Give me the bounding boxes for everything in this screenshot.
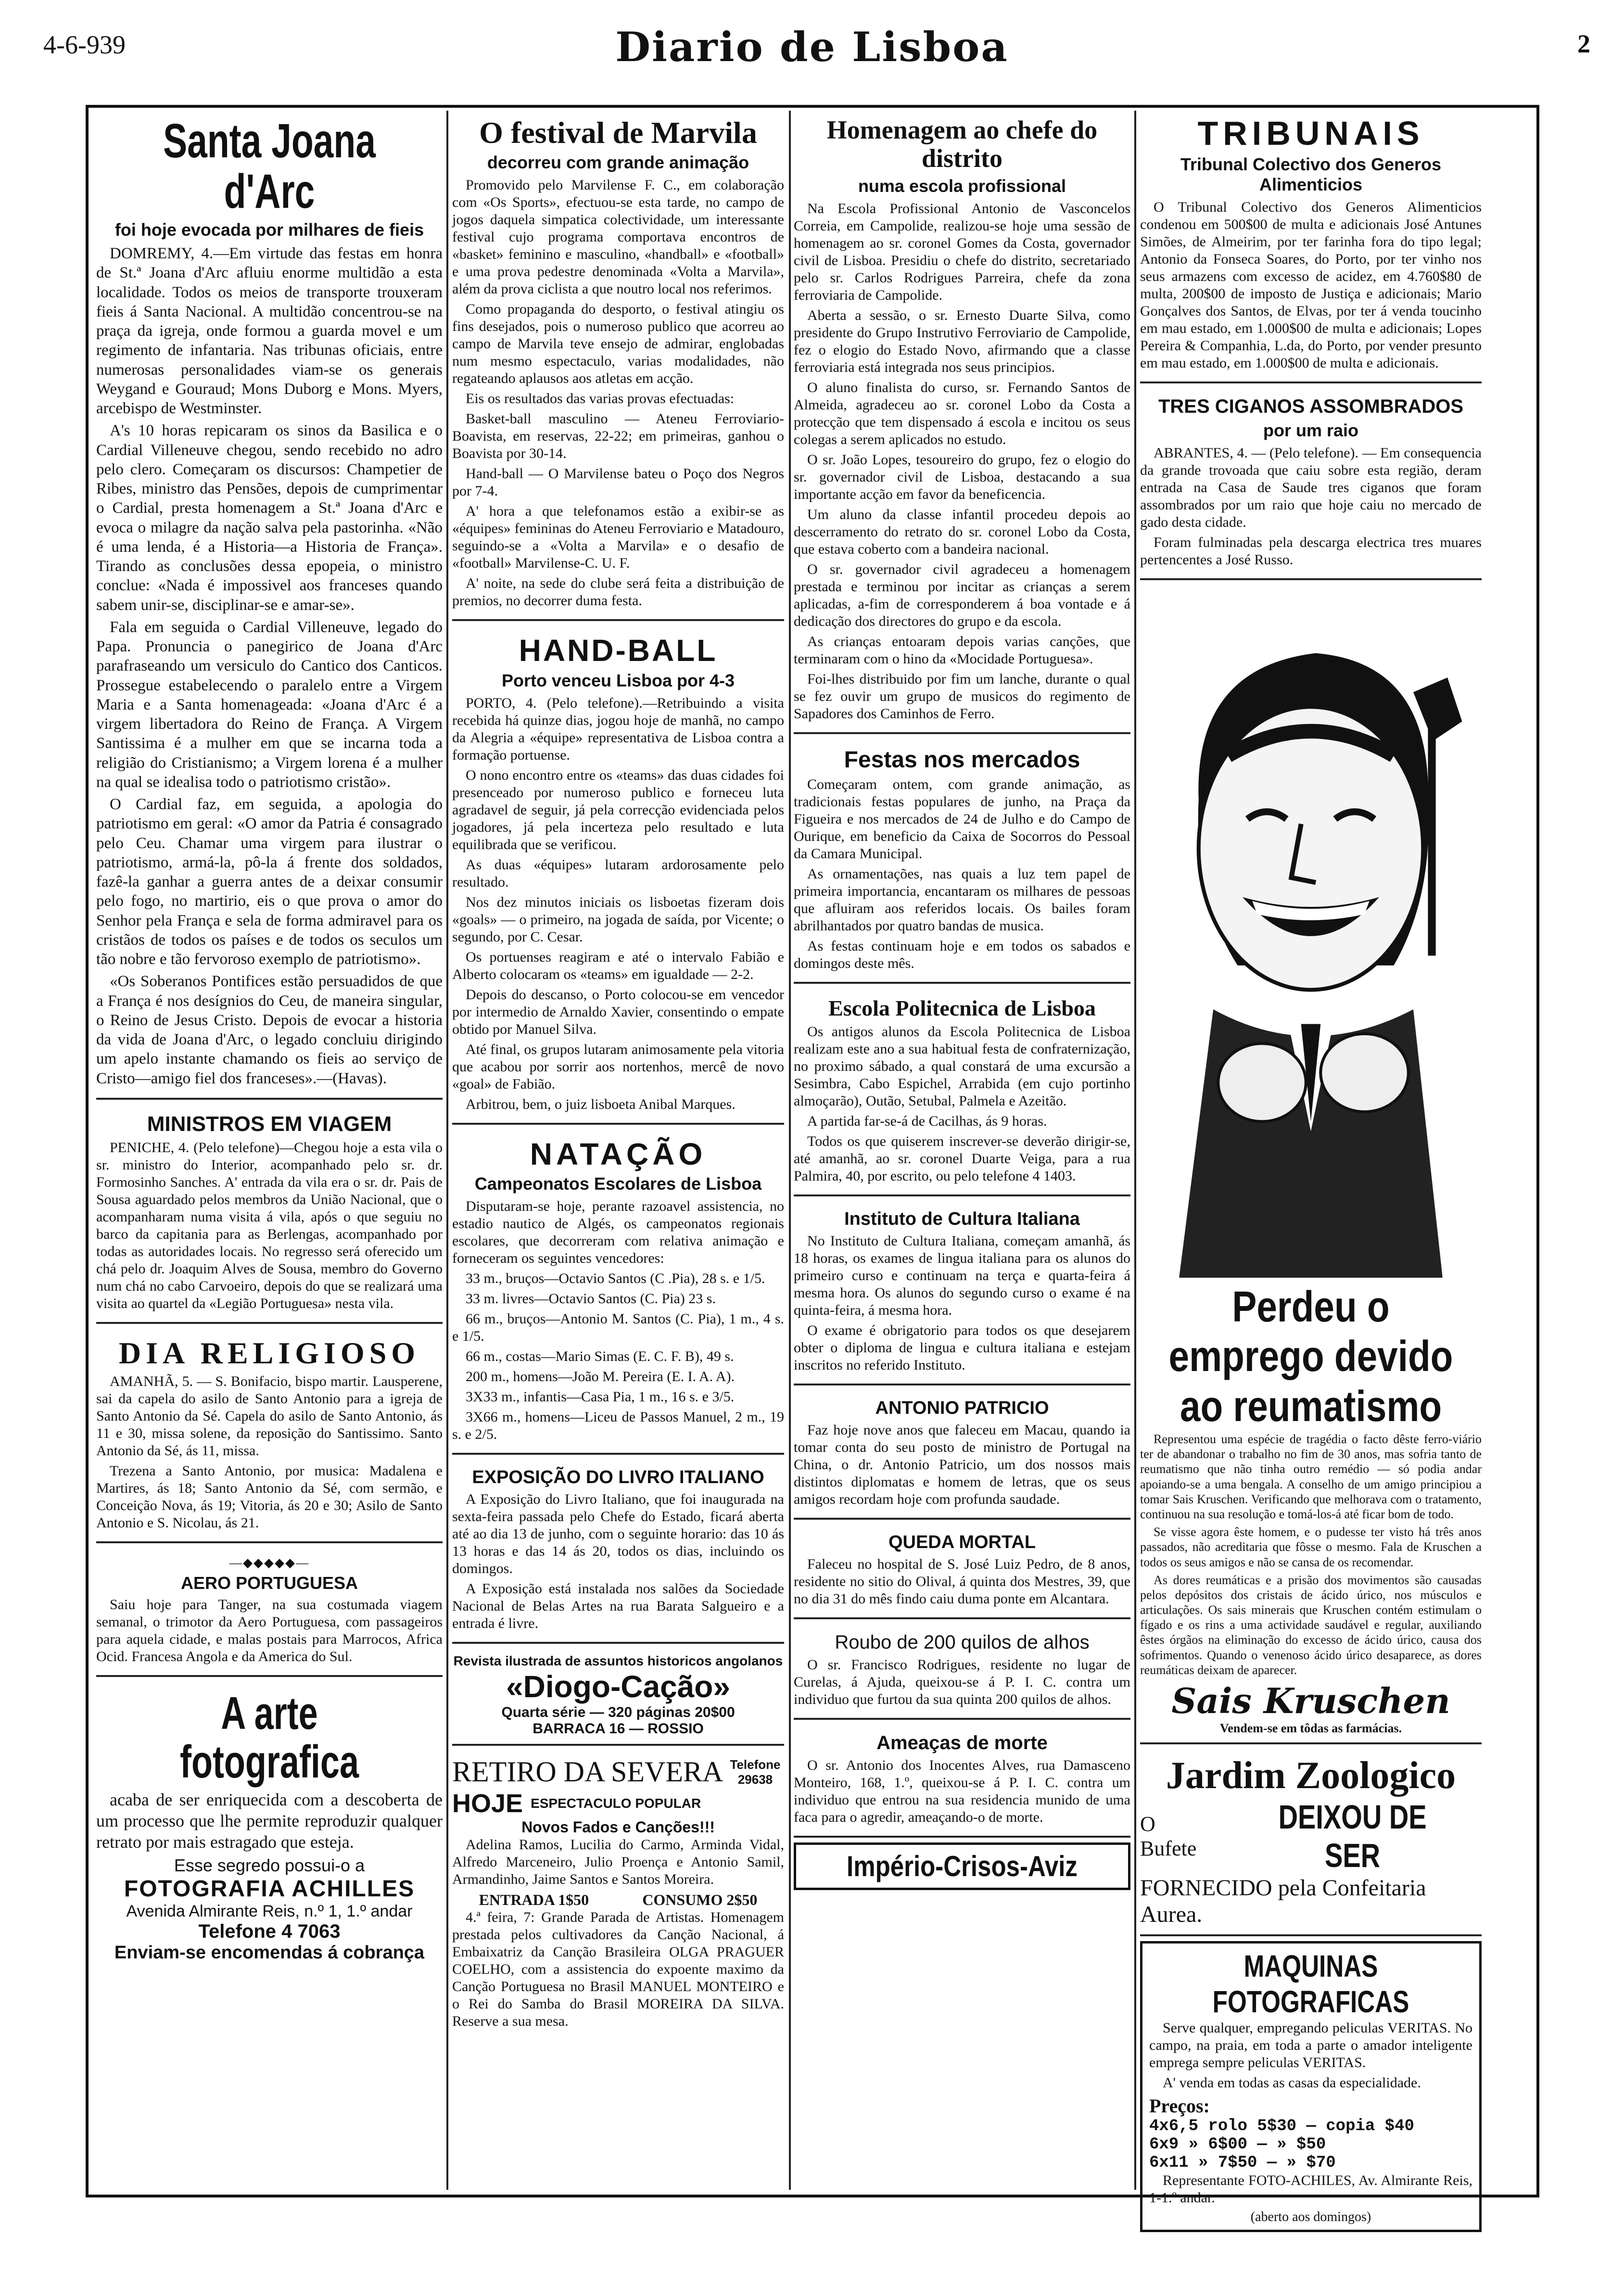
ad-line: Novos Fados e Canções!!! (521, 1818, 715, 1836)
ad-kruschen (1140, 585, 1482, 1745)
paragraph: Serve qualquer, empregando peliculas VERITAS. No campo, na praia, em toda a parte o amador inteligente emprega sempre peliculas VERITAS. (1149, 2020, 1472, 2070)
ad-line: O Bufete (1140, 1812, 1197, 1860)
result-line: 3X33 m., infantis—Casa Pia, 1 m., 16 s. e 3/5. (466, 1389, 735, 1405)
ad-phone: Telefone 29638 (730, 1757, 781, 1787)
ad-line: Telefone 4 7063 (198, 1921, 341, 1943)
paragraph: Os antigos alunos da Escola Politecnica de Lisboa realizam este ano a sua habitual festa de confraternização, no proximo sábado, a qual constará de uma excursão a Sesimbra, Cabo Espichel, Arrabida (em cujo portinho almoçarão), Outão, Setubal, Palmela e Azeitão. (794, 1024, 1130, 1109)
ad-line: Enviam-se encomendas á cobrança (114, 1943, 425, 1963)
article-ameacas (794, 1725, 1130, 1838)
paragraph: Arbitrou, bem, o juiz lisboeta Anibal Marques. (466, 1096, 736, 1112)
paragraph: Promovido pelo Marvilense F. C., em colaboração com «Os Sports», efectuou-se esta tarde, no campo de jogos daquela simpatica colectividade, um interessante festival cujo programa comportava encontros de «basket» feminino e masculino, «handball» e «football» e uma prova pedestre denominada «Volta a Marvila», além da prova ciclista a que noutro local nos referimos. (452, 177, 784, 297)
headline: DIA RELIGIOSO (118, 1335, 420, 1370)
paragraph: «Os Soberanos Pontifices estão persuadidos de que a França é nos desígnios do Ceu, de maneira singular, o Reino de Jesus Cristo. Depois de evocar a historia da vida de Joana d'Arc, o legado concluiu dirigindo um apelo instante chamando os fieis ao serviço de Cristo—amigo fiel dos franceses».—(Havas). (96, 973, 443, 1087)
column-3 (794, 108, 1130, 2192)
masthead (0, 0, 1624, 96)
ad-title: Jardim Zoologico (1166, 1754, 1456, 1797)
column-1 (96, 108, 443, 2192)
column-2 (452, 108, 784, 2192)
paragraph: A' hora a que telefonamos estão a exibir-se as «équipes» femininas do Ateneu Ferroviario e Matadouro, seguindo-se a «Volta a Marvila» e o desafio de «football» Marvilense-C. U. F. (452, 503, 784, 572)
result-line: 33 m. livres—Octavio Santos (C. Pia) 23 s. (466, 1291, 716, 1307)
paragraph: A Exposição do Livro Italiano, que foi inaugurada na sexta-feira passada pelo Chefe do Estado, ficará aberta até ao dia 13 de junho, com o seguinte horario: das 10 ás 13 horas e das 14 ás 20, todos os dias, incluindo os domingos. (452, 1491, 784, 1577)
headline: Escola Politecnica de Lisboa (828, 995, 1096, 1020)
laughing-man-illustration (1140, 595, 1482, 1278)
headline: ANTONIO PATRICIO (875, 1398, 1049, 1419)
paragraph: Hand-ball — O Marvilense bateu o Poço dos Negros por 7-4. (452, 466, 784, 499)
article-roubo (794, 1624, 1130, 1720)
paragraph: As dores reumáticas e a prisão dos movimentos são causadas pelos depósitos dos cristais de ácido úrico, nos músculos e articulações. Os sais minerais que Kruschen contém estimulam o fígado e os rins a uma actividade saudável e regular, auxiliando êstes órgãos na eliminação do excesso de ácido úrico, causa dos sofrimentos. Quando o venenoso ácido úrico desaparece, as dores reumáticas deixam de aparecer. (1140, 1573, 1482, 1677)
subheadline: numa escola profissional (858, 176, 1066, 196)
ad-line: FORNECIDO pela Confeitaria Aurea. (1140, 1875, 1426, 1927)
paragraph: AMANHÃ, 5. — S. Bonifacio, bispo martir. Lausperene, sai da capela do asilo de Santo Antonio para a igreja de Santo Antonio da Sé. Capela do asilo de Santo Antonio, ás 11 e 30, missa solene, da reposição do Santissimo. Santo Antonio da Sé, ás 11, missa. (96, 1373, 443, 1459)
ad-line: ESPECTACULO POPULAR (531, 1796, 701, 1811)
paragraph: A partida far-se-á de Cacilhas, ás 9 horas. (807, 1113, 1047, 1130)
paragraph: Disputaram-se hoje, perante razoavel assistencia, no estadio nautico de Algés, os campeonatos regionais escolares, que decorreram com relativa animação e forneceram os seguintes vencedores: (452, 1198, 784, 1267)
column-rule (446, 111, 448, 2190)
paragraph: O sr. governador civil agradeceu a homenagem prestada e terminou por incitar as crianças a serem aplicadas, a-fim de corresponderem á boa vontade e á dedicação dos directores do grupo e da escola. (794, 561, 1130, 629)
paragraph: PORTO, 4. (Pelo telefone).—Retribuindo a visita recebida há quinze dias, jogou hoje de manhã, no campo da Alegria a «équipe» representativa de Lisboa contra a formação portuense. (452, 695, 784, 763)
article-queda-mortal (794, 1524, 1130, 1619)
paragraph: Trezena a Santo Antonio, por musica: Madalena e Martires, ás 18; Santo Antonio da Sé, com sermão, e Conceição Nova, ás 19; Vitoria, ás 20 e 30; Asilo de Santo Antonio e S. Nicolau, ás 21. (96, 1463, 443, 1531)
result-line: 66 m., costas—Mario Simas (E. C. F. B), 49 s. (466, 1348, 734, 1365)
result-line: 33 m., bruços—Octavio Santos (C .Pia), 28 s. e 1/5. (466, 1270, 765, 1287)
ad-line: Avenida Almirante Reis, n.º 1, 1.º andar (126, 1902, 413, 1921)
paragraph: No Instituto de Cultura Italiana, começam amanhã, ás 18 horas, os exames de lingua italiana para os alunos do primeiro curso e continuam na terça e quarta-feira á mesma hora. Os alunos do segundo curso o exame é na quinta-feira, á mesma hora. (794, 1233, 1130, 1319)
paragraph: Basket-ball masculino — Ateneu Ferroviario-Boavista, em reservas, 22-22; em primeiras, ganhou o Boavista por 30-14. (452, 411, 784, 462)
result-line: 200 m., homens—João M. Pereira (E. I. A. A). (466, 1369, 735, 1385)
article-dia-religioso (96, 1329, 443, 1543)
paragraph: Foi-lhes distribuido por fim um lanche, durante o qual se fez ouvir um grupo de musicos do regimento de Sapadores dos Caminhos de Ferro. (794, 671, 1130, 722)
ad-price: CONSUMO 2$50 (642, 1891, 758, 1909)
paragraph: Foram fulminadas pela descarga electrica tres muares pertencentes a José Russo. (1140, 534, 1482, 568)
paragraph: A' noite, na sede do clube será feita a distribuição de premios, no decorrer duma festa. (452, 575, 784, 609)
headline: TRIBUNAIS (1197, 114, 1424, 152)
result-line: 3X66 m., homens—Liceu de Passos Manuel, 2 m., 19 s. e 2/5. (452, 1409, 784, 1443)
paragraph: Aberta a sessão, o sr. Ernesto Duarte Silva, como presidente do Grupo Instrutivo Ferroviario de Campolide, fez o elogio do Estado Novo, afirmando que a classe ferroviaria está integrada nos seus principios. (794, 307, 1130, 375)
paragraph: PENICHE, 4. (Pelo telefone)—Chegou hoje a esta vila o sr. ministro do Interior, acompanhado pelo sr. dr. Formosinho Sanches. A' entrada da vila era o sr. dr. Pais de Sousa aguardado pelos membros da União Nacional, que o acompanharam numa visita á vila, após o que seguiu no barco da capitania para as Berlengas, acompanhado por todas as autoridades locais. No regresso será oferecido um chá pelo dr. Joaquim Alves de Sousa, membro do Governo num chá no cabo Carvoeiro, depois do que se realizará uma visita ao quartel da «Legião Portuguesa» nesta vila. (96, 1139, 443, 1311)
subheadline: Tribunal Colectivo dos Generos Alimenticios (1180, 154, 1442, 194)
paragraph: Os portuenses reagiram e até o intervalo Fabião e Alberto colocaram os «teams» em igualdade — 2-2. (452, 949, 784, 982)
article-ciganos (1140, 388, 1482, 580)
paragraph: As crianças entoaram depois varias canções, que terminaram com o hino da «Mocidade Portuguesa». (794, 633, 1130, 667)
price-row: 6x9 » 6$00 — » $50 (1149, 2135, 1326, 2154)
paragraph: As duas «équipes» lutaram ardorosamente pelo resultado. (452, 856, 784, 890)
ad-jardim-zoologico (1140, 1749, 1482, 1936)
paragraph: ABRANTES, 4. — (Pelo telefone). — Em consequencia da grande trovoada que caiu sobre esta região, deram entrada na Casa de Saude tres ciganos que foram assombrados por um raio que hoje caiu no mercado de gado desta cidade. (1140, 444, 1482, 530)
ad-line: Quarta série — 320 páginas 20$00 (501, 1704, 735, 1721)
ad-fotografia-achilles (96, 1682, 443, 1970)
paragraph: Na Escola Profissional Antonio de Vasconcelos Correia, em Campolide, realizou-se hoje uma sessão de homenagem ao sr. coronel Gomes da Costa, governador civil de Lisboa. Presidiu o chefe do distrito, secretariado pelo sr. Carlos Rodrigues Parreira, chefe da zona ferroviaria de Campolide. (794, 200, 1130, 303)
ornament: —◆◆◆◆◆— (229, 1556, 309, 1570)
paragraph: O sr. Antonio dos Inocentes Alves, rua Damasceno Monteiro, 168, 1.º, queixou-se á P. I. C. contra um individuo que entrou na sua residencia munido de uma faca para o agredir, ameaçando-o de morte. (794, 1757, 1130, 1826)
ad-line: FOTOGRAFIA ACHILLES (124, 1876, 415, 1902)
headline: Homenagem ao chefe do distrito (826, 115, 1098, 173)
ad-line: BARRACA 16 — ROSSIO (533, 1721, 704, 1737)
page-number: 2 (1577, 29, 1590, 58)
article-politecnica (794, 989, 1130, 1197)
article-handball (452, 626, 784, 1124)
headline: Santa Joana d'Arc (163, 114, 376, 218)
newspaper-title: Diario de Lisboa (615, 23, 1009, 71)
headline: MINISTROS EM VIAGEM (147, 1112, 392, 1136)
headline: QUEDA MORTAL (888, 1532, 1036, 1553)
paragraph: Se visse agora êste homem, e o pudesse ter visto há três anos passados, não acreditaria que fôsse o mesmo. Fala de Kruschen a todos os seus amigos e não se cansa de os recomendar. (1140, 1525, 1482, 1569)
article-exposicao (452, 1460, 784, 1644)
paragraph: O aluno finalista do curso, sr. Fernando Santos de Almeida, agradeceu ao sr. coronel Lobo da Costa a protecção que tem dispensado á escola e incitou os seus colegas a serem aplicados no estudo. (794, 379, 1130, 447)
headline: Festas nos mercados (844, 747, 1080, 773)
ad-title: «Diogo-Cação» (506, 1669, 730, 1704)
paragraph: O sr. Francisco Rodrigues, residente no lugar de Curelas, á Ajuda, queixou-se á P. I. C. contra um individuo que furtou da sua quinta 200 quilos de alhos. (794, 1657, 1130, 1708)
article-ministros (96, 1105, 443, 1324)
article-aero (96, 1548, 443, 1677)
paragraph: Um aluno da classe infantil procedeu depois ao descerramento do retrato do sr. coronel Lobo da Costa, que estava coberto com a bandeira nacional. (794, 506, 1130, 557)
paragraph: Faleceu no hospital de S. José Luiz Pedro, de 8 anos, residente no sitio do Olival, á quinta dos Mestres, 39, que no dia 31 do mês findo caiu duma ponte em Alcantara. (794, 1556, 1130, 1607)
ad-imperio (794, 1842, 1130, 1890)
headline: HAND-BALL (519, 633, 718, 668)
headline: NATAÇÃO (530, 1136, 707, 1171)
issue-date: 4-6-939 (43, 30, 126, 59)
headline: O festival de Marvila (479, 115, 757, 150)
paragraph: Como propaganda do desporto, o festival atingiu os fins desejados, pois o numeroso publico que acorreu ao campo de Marvila teve ensejo de admirar, englobadas num mesmo espectaculo, varias modalidades, não regateando aplausos aos atletas em acção. (452, 301, 784, 387)
ad-footer: Vendem-se em tôdas as farmácias. (1219, 1721, 1402, 1735)
price-row: 4x6,5 rolo 5$30 — copia $40 (1149, 2117, 1414, 2135)
paragraph: As ornamentações, nas quais a luz tem papel de primeira importancia, encantaram os milhares de pessoas que afluiram aos referidos locais. Os bailes foram abrilhantados por quatro bandas de musica. (794, 865, 1130, 934)
ad-line: Esse segredo possui-o a (174, 1855, 365, 1876)
paragraph: O Cardial faz, em seguida, a apologia do patriotismo em geral: «O amor da Patria é consagrado pelo Ceu. Chamar uma virgem para ilustrar o patriotismo, armá-la, pô-la á frente dos soldados, fazê-la ganhar a guerra antes de a deixar consumir pelo fogo, no martirio, eis o que prova o amor do Senhor pela França e sela de forma admiravel para os cristãos de todos os países e de todos os seculos um tão nobre e tão fervoroso exemplo de patriotismo». (96, 796, 443, 968)
headline: Instituto de Cultura Italiana (844, 1209, 1080, 1230)
ad-title: MAQUINAS FOTOGRAFICAS (1212, 1949, 1409, 2019)
paragraph: Começaram ontem, com grande animação, as tradicionais festas populares de junho, na Praça da Figueira e nos mercados de 24 de Julho e do Campo de Ourique, em beneficio da Caixa de Socorros do Pessoal da Camara Municipal. (794, 776, 1130, 862)
paragraph: A' venda em todas as casas da especialidade. (1163, 2075, 1421, 2091)
ad-maquinas-fotograficas (1140, 1941, 1482, 2232)
paragraph: Eis os resultados das varias provas efectuadas: (466, 391, 735, 407)
article-tribunais (1140, 108, 1482, 383)
article-cultura-italiana (794, 1201, 1130, 1385)
subheadline: Porto venceu Lisboa por 4-3 (501, 670, 735, 690)
paragraph: 4.ª feira, 7: Grande Parada de Artistas. Homenagem prestada pelos cultivadores da Canção Nacional, á Embaixatriz da Canção Brasileira OLGA PRAGUER COELHO, com a assistencia do expoente maximo da Canção Portuguesa no Brasil MANUEL MONTEIRO e o Rei do Samba do Brasil MOREIRA DA SILVA. Reserve a sua mesa. (452, 1909, 784, 2030)
subheadline: foi hoje evocada por milhares de fieis (114, 220, 424, 240)
headline: EXPOSIÇÃO DO LIVRO ITALIANO (472, 1467, 764, 1488)
headline: A arte fotografica (179, 1688, 359, 1788)
paragraph: Todos os que quiserem inscrever-se deverão dirigir-se, até amanhã, ao sr. coronel Duarte Veiga, para a rua Palmira, 40, por escrito, ou pelo telefone 4 1403. (794, 1133, 1130, 1184)
price-row: 6x11 » 7$50 — » $70 (1149, 2154, 1336, 2172)
ad-diogo-cacao (452, 1649, 784, 1746)
headline: Ameaças de morte (876, 1732, 1048, 1754)
paragraph: A's 10 horas repicaram os sinos da Basilica e o Cardial Villeneuve chegou, sendo recebido no adro pelo clero. Começaram os discursos: Champetier de Ribes, ministro das Pensões, depois de cumprimentar o Cardial, presta homenagem a St.ª Joana d'Arc e evoca o milagre da nação salva pela pastorinha. «Não é uma lenda, é a Historia—a Historia de França». Tirando as conclusões dessa epopeia, o ministro conclue: «Nada é impossivel aos franceses quando sabem unir-se, disciplinar-se e amar-se». (96, 422, 443, 614)
article-homenagem (794, 108, 1130, 734)
paragraph: acaba de ser enriquecida com a descoberta de um processo que lhe permite reproduzir qualquer retrato por mais estragado que esteja. (96, 1790, 443, 1852)
column-rule (789, 111, 791, 2190)
ad-line: Revista ilustrada de assuntos historicos angolanos (453, 1653, 783, 1669)
ad-title: Império-Crisos-Aviz (847, 1850, 1078, 1883)
headline: AERO PORTUGUESA (180, 1573, 358, 1593)
paragraph: Representou uma espécie de tragédia o facto dêste ferro-viário ter de abandonar o trabalho no fim de 30 anos, mas sofria tanto de reumatismo que não tinha outro remédio — só podia andar apoiando-se a uma bengala. A conselho de um amigo principiou a tomar Sais Kruschen. Verificando que melhorava com o tratamento, continuou na sua resolução e tomá-los-á até ficar bom de todo. (1140, 1432, 1482, 1521)
article-marvila (452, 108, 784, 621)
result-line: 66 m., bruços—Antonio M. Santos (C. Pia), 1 m., 4 s. e 1/5. (452, 1311, 784, 1345)
paragraph: Nos dez minutos iniciais os lisboetas fizeram dois «goals» — o primeiro, na jogada de saída, por Vicente; o segundo, por C. Cesar. (452, 894, 784, 945)
ad-line: HOJE (452, 1789, 523, 1818)
column-4 (1140, 108, 1482, 2224)
paragraph: Depois do descanso, o Porto colocou-se em vencedor por intermedio de Arnaldo Xavier, consentindo o empate obtido por Manuel Silva. (452, 986, 784, 1037)
paragraph: DOMREMY, 4.—Em virtude das festas em honra de St.ª Joana d'Arc afluiu enorme multidão a esta localidade. Todos os meios de transporte trouxeram fieis á Santa Nacional. A multidão concentrou-se na praça da igreja, onde formou a guarda movel e um regimento de infantaria. Nas tribunas oficiais, entre numerosas personalidades viam-se os generais Weygand e Gouraud; Mons Duborg e Mons. Myers, arcebispo de Westminster. (96, 245, 443, 417)
paragraph: Até final, os grupos lutaram animosamente pela vitoria que acabou por sorrir aos nortenhos, mercê de novo «goal» de Fabião. (452, 1041, 784, 1092)
column-rule (1134, 111, 1136, 2190)
laughing-man-icon (1140, 595, 1482, 1278)
paragraph: Adelina Ramos, Lucilia do Carmo, Arminda Vidal, Alfredo Marceneiro, Julio Proença e Antonio Samil, Armandinho, Jaime Santos e Santos Moreira. (452, 1837, 784, 1888)
ad-line: DEIXOU DE SER (1278, 1798, 1427, 1874)
paragraph: Faz hoje nove anos que faleceu em Macau, quando ia tomar conta do seu posto de ministro de Portugal na China, o dr. Antonio Patricio, um dos nossos mais distintos diplomatas e homem de letras, que os seus amigos recordam hoje com profunda saudade. (794, 1422, 1130, 1508)
ad-retiro-severa (452, 1751, 784, 2040)
paragraph: O Tribunal Colectivo dos Generos Alimenticios condenou em 500$00 de multa e adicionais José Antunes Simões, de Almeirim, por ter farinha fora do tipo legal; Antonio da Fonseca Soares, do Porto, por ter vinho nos seus armazens com excesso de acidez, em 4.760$80 de multa, 200$00 de imposto de Justiça e adicionais; Mario Gonçalves dos Santos, de Elvas, por ter á venda toucinho em mau estado, em 1.000$00 de multa e adicionais; Lopes Pereira & Companhia, L.da, do Porto, por vender presunto em mau estado, em 1.000$00 de multa e adicionais. (1140, 199, 1482, 371)
paragraph: O nono encontro entre os «teams» das duas cidades foi presenceado por numeroso publico e forneceu luta agradavel de seguir, já pela correcção evidenciada pelos jogadores, já pela incerteza pelo resultado e luta equilibrada que se verificou. (452, 767, 784, 852)
ad-title: RETIRO DA SEVERA (452, 1756, 723, 1788)
article-joana-darc (96, 108, 443, 1100)
paragraph: As festas continuam hoje e em todos os sabados e domingos deste mês. (794, 938, 1130, 971)
ad-line: (aberto aos domingos) (1250, 2210, 1371, 2224)
headline: Roubo de 200 quilos de alhos (835, 1632, 1090, 1653)
article-festas (794, 739, 1130, 984)
subheadline: por um raio (1263, 420, 1359, 440)
paragraph: A Exposição está instalada nos salões da Sociedade Nacional de Belas Artes na rua Barata Salgueiro e a entrada é livre. (452, 1581, 784, 1632)
prices-label: Preços: (1149, 2095, 1210, 2117)
ad-headline: Perdeu o emprego devido ao reumatismo (1168, 1283, 1453, 1431)
headline: TRES CIGANOS ASSOMBRADOS (1158, 395, 1464, 417)
paragraph: Saiu hoje para Tanger, na sua costumada viagem semanal, o trimotor da Aero Portuguesa, com passageiros para aquela cidade, e malas postais para Marrocos, Africa Ocid. Francesa Angola e da America do Sul. (96, 1597, 443, 1665)
subheadline: Campeonatos Escolares de Lisboa (474, 1174, 762, 1194)
paragraph: O exame é obrigatorio para todos os que desejarem obter o diploma de lingua e cultura italiana e estejam inscritos no referido Instituto. (794, 1322, 1130, 1373)
paragraph: Representante FOTO-ACHILES, Av. Almirante Reis, 1-1.º andar. (1149, 2172, 1472, 2206)
article-antonio-patricio (794, 1390, 1130, 1520)
paragraph: Fala em seguida o Cardial Villeneuve, legado do Papa. Pronuncia o panegirico de Joana d'Arc parafraseando um versiculo do Cantico dos Canticos. Prossegue estabelecendo o paralelo entre a Virgem Maria e a Santa homenageada: «Joana d'Arc é a virgem libertadora do Reino de França. A Virgem Santissima é a mulher em que se incarna toda a religião do Cristianismo; a Virgem lorena é a mulher na qual se idealisa todo o patriotismo cristão». (96, 618, 443, 791)
ad-price: ENTRADA 1$50 (479, 1891, 589, 1909)
subheadline: decorreu com grande animação (487, 152, 749, 173)
brand-logo: Sais Kruschen (1171, 1680, 1450, 1721)
article-natacao (452, 1130, 784, 1455)
paragraph: O sr. João Lopes, tesoureiro do grupo, fez o elogio do sr. governador civil de Lisboa, destacando a sua importante acção em favor da beneficencia. (794, 451, 1130, 502)
